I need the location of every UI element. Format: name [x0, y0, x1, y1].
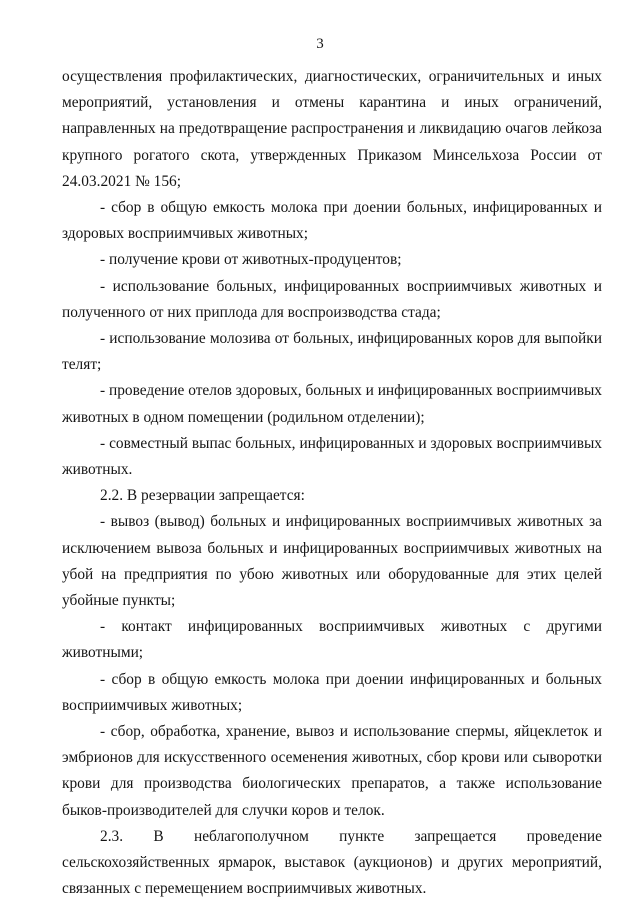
- page-number: 3: [316, 36, 324, 52]
- list-item-removal: - вывоз (вывод) больных и инфицированных восприимчивых животных за исключением вывоза больных и инфицированных восприимчивых животных на убой на предприятия по убою животных или оборудованные для этих целей убойные пункты;: [62, 513, 602, 610]
- list-item-colostrum-use: - использование молозива от больных, инфицированных коров для выпойки телят;: [62, 330, 602, 374]
- section-paragraph-2-3: 2.3. В неблагополучном пункте запрещается проведение сельскохозяйственных ярмарок, выставок (аукционов) и других мероприятий, связанных с перемещением восприимчивых животных.: [62, 827, 602, 898]
- list-item-contact: - контакт инфицированных восприимчивых животных с другими животными;: [62, 618, 602, 662]
- list-item-sperm-handling: - сбор, обработка, хранение, вывоз и использование спермы, яйцеклеток и эмбрионов для искусственного осеменения животных, сбор крови или сыворотки крови для производства биологических препаратов, а также использование быков-производителей для случки коров и телок.: [62, 723, 602, 819]
- list-item-milk-collection: - сбор в общую емкость молока при доении больных, инфицированных и здоровых восприимчивых животных;: [62, 199, 602, 243]
- list-item-reproduction-use: - использование больных, инфицированных восприимчивых животных и полученного от них приплода для воспроизводства стада;: [62, 277, 602, 321]
- list-item-joint-grazing: - совместный выпас больных, инфицированных и здоровых восприимчивых животных.: [62, 434, 602, 479]
- paragraph-continuation: осуществления профилактических, диагностических, ограничительных и иных мероприятий, установления и отмены карантина и иных ограничений, направленных на предотвращение распространения и ликвидацию очагов лейкоза крупного рогатого скота, утвержденных Приказом Минсельхоза России от 24.03.2021 № 156;: [62, 68, 602, 190]
- list-item-milk-collection-infected: - сбор в общую емкость молока при доении инфицированных и больных восприимчивых животных;: [62, 670, 602, 714]
- section-heading-2-2: 2.2. В резервации запрещается:: [100, 487, 305, 505]
- document-body: [62, 64, 602, 903]
- list-item-calving: - проведение отелов здоровых, больных и инфицированных восприимчивых животных в одном помещении (родильном отделении);: [62, 382, 602, 426]
- list-item-blood-collection: - получение крови от животных-продуцентов;: [100, 251, 402, 269]
